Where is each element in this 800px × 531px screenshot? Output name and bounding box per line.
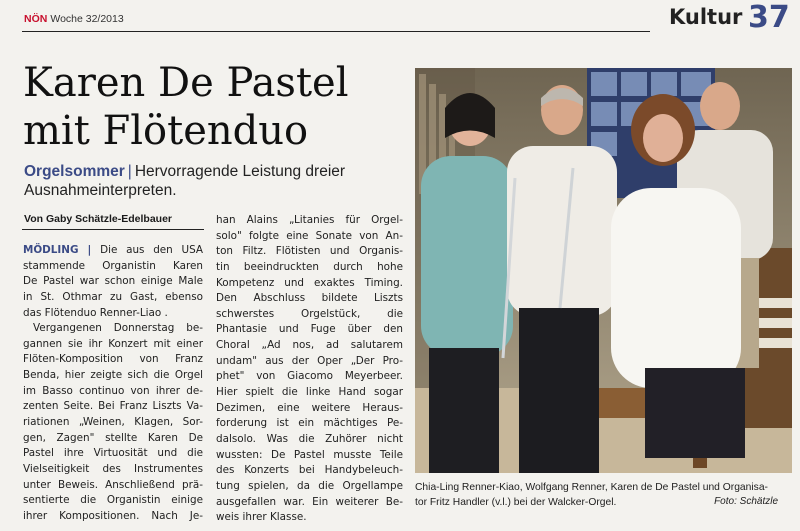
column-line: Kompetenz und exaktes Timing. [216,276,403,289]
column-line: stammende Organistin Karen [23,259,203,272]
column-line: tung spielen, da die Orgellampe [216,479,403,492]
column-line: das Flötenduo Renner-Liao . [23,306,168,319]
column-line: Choral „Ad nos, ad salutarem [216,339,403,352]
photo-illustration [415,68,792,473]
column-line: solo" folgte eine Sonate von An- [216,229,403,242]
brand-logo: NÖN [24,13,48,25]
column-line: riationen „Weinen, Klagen, Sor- [23,416,203,429]
section-label: Kultur [669,5,743,29]
kicker: Orgelsommer [24,163,125,180]
issue-label: Woche 32/2013 [50,13,124,25]
column-line: MÖDLING | Die aus den USA [23,244,203,256]
column-line: De Pastel war schon einige Male [23,275,203,288]
caption-line: Chia-Ling Renner-Kiao, Wolfgang Renner, Karen de De Pastel und Organisa- [415,482,768,493]
subhead-text: Hervorragende Leistung dreier Ausnahmeinterpreten. [24,163,346,199]
column-line: Den Abschluss bildete Liszts [216,292,403,305]
headline [23,59,413,155]
caption-line: tor Fritz Handler (v.l.) bei der Walcker-Orgel. [415,497,617,508]
column-line: tin beeindruckten durch hohe [216,260,403,273]
column-line: Dezimen, eine weitere Heraus- [216,401,403,414]
column-line: sentierte die Organistin einige [23,494,203,507]
column-line: undam" aus der Oper „Der Pro- [216,354,403,367]
column-line: zenten Seite. Bei Franz Liszts Va- [23,400,203,413]
column-line: dalsolo. Was die Zuhörer nicht [216,432,403,445]
column-line: ihrer Kompositionen. Nach Je- [23,509,203,522]
masthead [24,13,124,25]
column-line: weis ihrer Klasse. [216,511,307,524]
column-line: wussten: De Pastel musste Teile [216,448,403,461]
column-line: Phantasie und Fuge über den [216,323,403,336]
column-line: Flöten-Komposition von Franz [23,353,203,366]
column-line: gen, Zagen" stellte Karen De [23,431,203,444]
column-line: forderung ist ein mächtiges Pe- [216,417,403,430]
photo-credit: Foto: Schätzle [714,496,778,507]
column-line: in St. Othmar zu Gast, ebenso [23,290,203,303]
dateline: MÖDLING | [23,244,92,256]
column-line: ausgefallen war. Ein weiterer Be- [216,495,403,508]
column-line: Hier spielt die linke Hand sogar [216,386,403,399]
article-column-1 [23,243,203,525]
column-line: des Konzerts bei Handybeleuch- [216,464,403,477]
column-line: han Alains „Litanies für Orgel- [216,214,403,226]
column-line: unter Beweis. Anschließend prä- [23,478,203,491]
column-line: schwerstes Orgelstück, die [216,307,403,320]
column-line: phet" von Giacomo Meyerbeer. [216,370,403,383]
kicker-separator: | [127,163,132,180]
column-line: Vielseitigkeit des Instrumentes [23,462,203,475]
column-line: ton Filtz. Flötisten und Organis- [216,245,403,258]
headline-line: Karen De Pastel [23,60,349,106]
page-number: 37 [748,0,790,35]
column-line: im Basso continuo von ihrer de- [23,384,203,397]
article-column-2 [216,213,403,526]
byline-divider [22,229,204,230]
article-photo [415,68,792,473]
subhead [24,162,414,200]
column-line: Benda, hier zeigte sich die Orgel [23,369,203,382]
byline: Von Gaby Schätzle-Edelbauer [24,213,173,225]
header-divider [22,31,650,32]
headline-line: mit Flötenduo [23,108,309,154]
column-line: Vergangenen Donnerstag be- [33,322,203,335]
column-line: gannen sie ihr Konzert mit einer [23,337,203,350]
column-line: Pastel ihre Virtuosität und die [23,447,203,460]
